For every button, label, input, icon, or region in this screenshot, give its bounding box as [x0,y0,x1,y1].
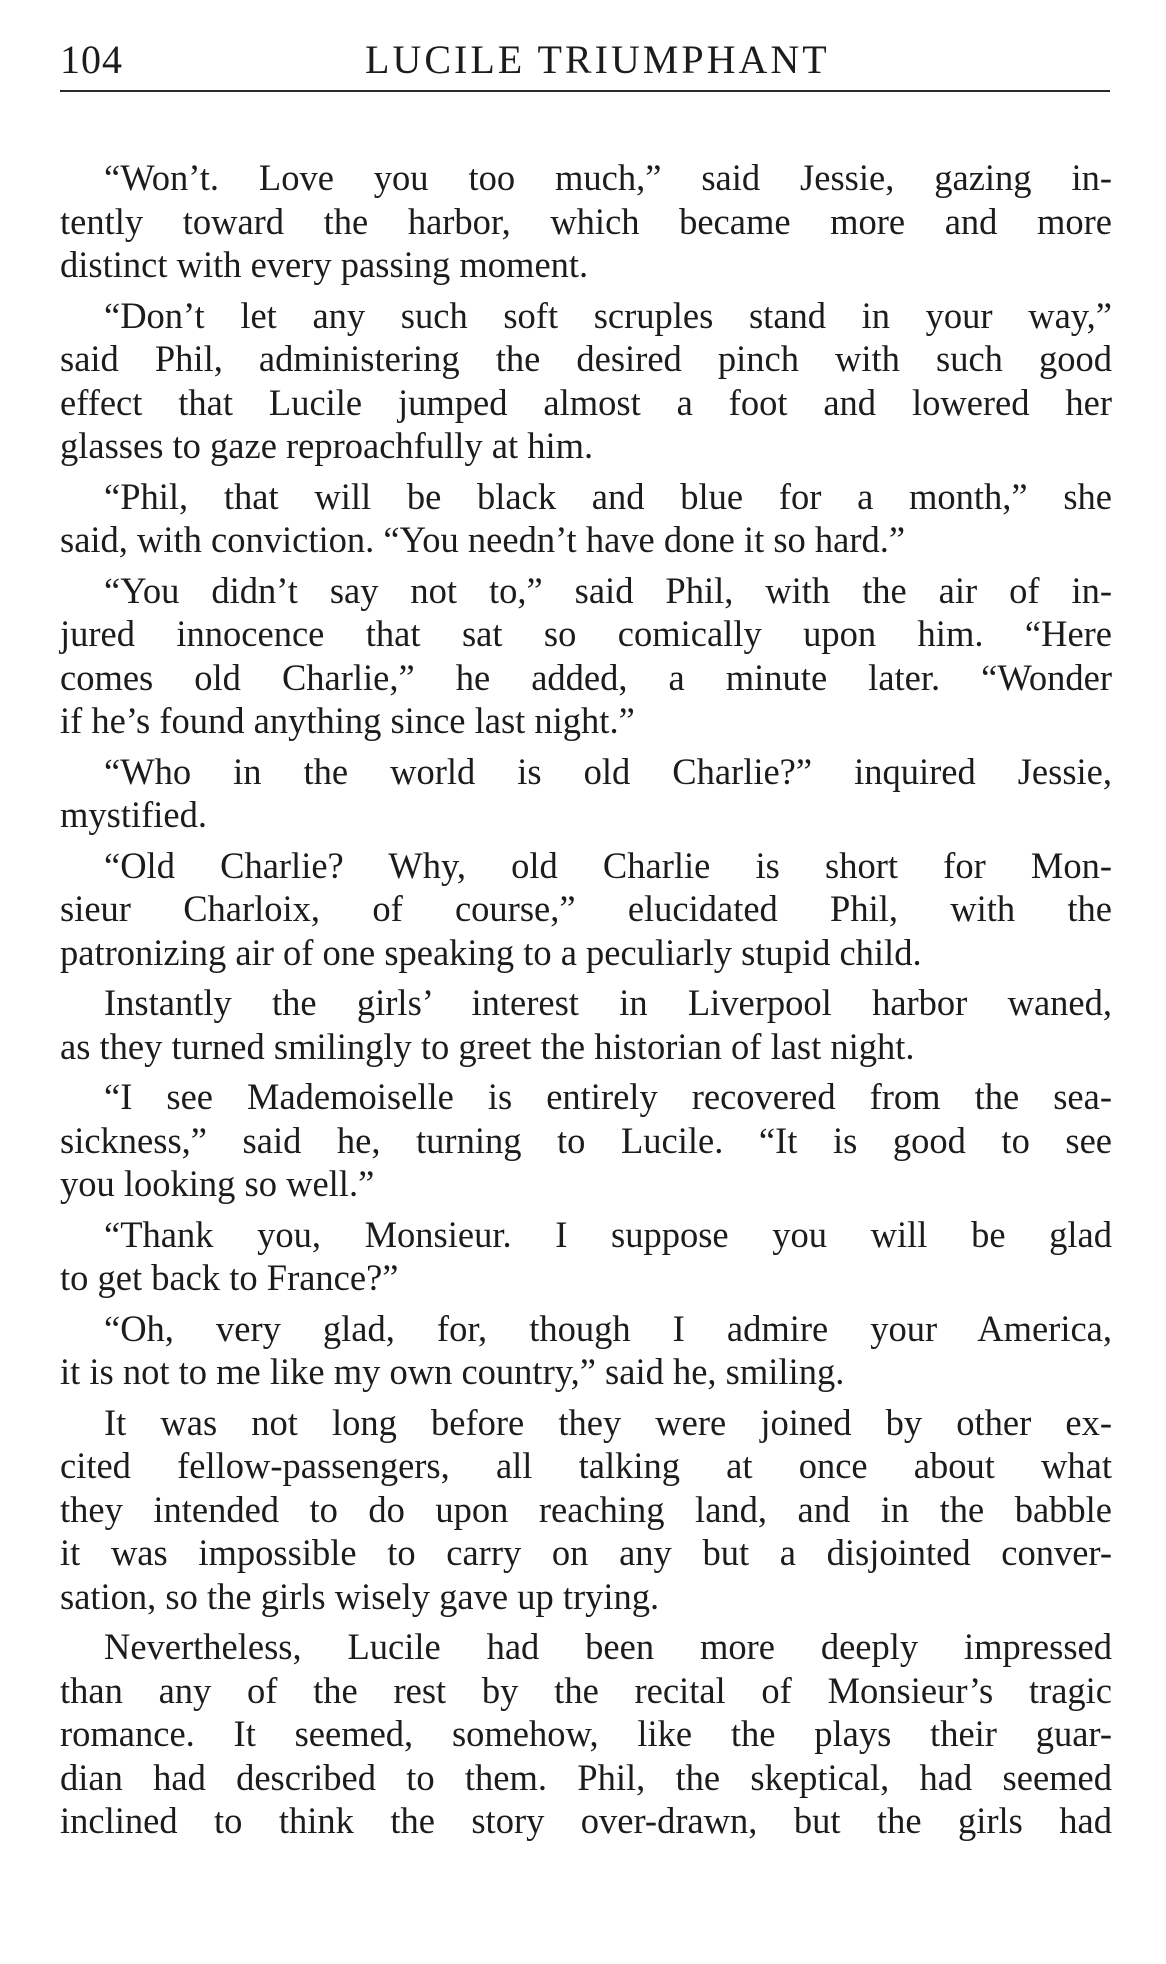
text-line: sickness,” said he, turning to Lucile. “It is good to see [60,1119,1112,1161]
text-line: you looking so well.” [60,1163,375,1204]
text-line: “Phil, that will be black and blue for a month,” she [104,475,1112,517]
page-header [60,30,1110,86]
paragraph [60,1625,1112,1843]
text-line: distinct with every passing moment. [60,244,589,285]
paragraph [60,750,1112,837]
paragraph [60,981,1112,1068]
text-line: effect that Lucile jumped almost a foot and lowered her [60,381,1112,423]
paragraph [60,156,1112,287]
paragraph [60,844,1112,975]
text-line: mystified. [60,794,207,835]
text-line: “Who in the world is old Charlie?” inquired Jessie, [104,750,1112,792]
text-line: than any of the rest by the recital of Monsieur’s tragic [60,1669,1112,1711]
page-number: 104 [60,37,123,82]
text-line: “You didn’t say not to,” said Phil, with the air of in- [104,569,1112,611]
text-line: it is not to me like my own country,” said he, smiling. [60,1351,845,1392]
text-line: sation, so the girls wisely gave up trying. [60,1575,660,1617]
text-line: Nevertheless, Lucile had been more deeply impressed [104,1626,1112,1667]
text-line: “Won’t. Love you too much,” said Jessie, gazing in- [104,157,1112,198]
text-line: said Phil, administering the desired pinch with such good [60,338,1112,379]
text-line: as they turned smilingly to greet the historian of last night. [60,1025,915,1067]
text-line: it was impossible to carry on any but a disjointed conver- [60,1532,1112,1573]
paragraph [60,1401,1112,1619]
text-line: romance. It seemed, somehow, like the plays their guar- [60,1713,1112,1754]
text-line: inclined to think the story over-drawn, but the girls had [60,1800,1112,1841]
text-line: dian had described to them. Phil, the skeptical, had seemed [60,1756,1112,1798]
paragraph [60,1075,1112,1206]
paragraph [60,475,1112,562]
paragraph [60,1213,1112,1300]
text-line: “I see Mademoiselle is entirely recovered from the sea- [104,1076,1112,1117]
header-rule [60,90,1110,92]
running-title: LUCILE TRIUMPHANT [365,37,830,82]
text-line: “Thank you, Monsieur. I suppose you will be glad [104,1213,1112,1255]
text-line: said, with conviction. “You needn’t have done it so hard.” [60,519,906,560]
text-line: sieur Charloix, of course,” elucidated Phil, with the [60,888,1112,929]
text-line: cited fellow-passengers, all talking at once about what [60,1445,1112,1486]
text-line: comes old Charlie,” he added, a minute later. “Wonder [60,656,1112,698]
text-line: tently toward the harbor, which became more and more [60,200,1112,242]
text-line: jured innocence that sat so comically upon him. “Here [60,613,1112,654]
text-line: patronizing air of one speaking to a peculiarly stupid child. [60,931,922,973]
text-line: It was not long before they were joined by other ex- [104,1401,1112,1443]
text-line: glasses to gaze reproachfully at him. [60,425,594,466]
paragraph [60,569,1112,743]
paragraph [60,294,1112,468]
body-text [60,156,1112,1850]
text-line: they intended to do upon reaching land, and in the babble [60,1488,1112,1530]
text-line: “Old Charlie? Why, old Charlie is short for Mon- [104,844,1112,886]
text-line: “Oh, very glad, for, though I admire your America, [104,1307,1112,1349]
paragraph [60,1307,1112,1394]
text-line: Instantly the girls’ interest in Liverpool harbor waned, [104,982,1112,1023]
text-line: if he’s found anything since last night.” [60,700,635,741]
text-line: to get back to France?” [60,1257,399,1298]
text-line: “Don’t let any such soft scruples stand in your way,” [104,294,1112,336]
